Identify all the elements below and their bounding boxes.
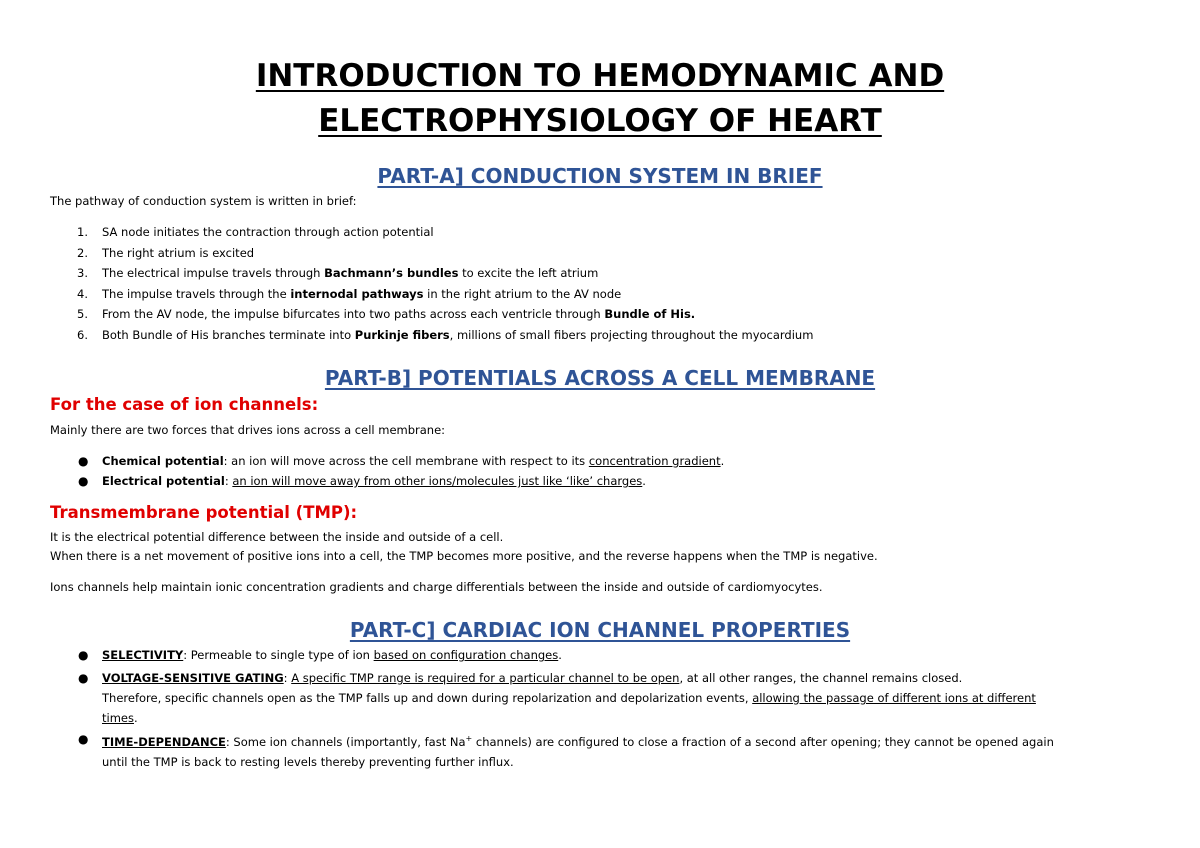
term-text-end: . xyxy=(642,474,646,488)
underlined-text: allowing the passage of different ions at different xyxy=(752,691,1036,705)
list-item xyxy=(50,328,813,349)
ion-channels-note: Ions channels help maintain ionic concentration gradients and charge differentials between the inside and outside of cardiomyocytes. xyxy=(50,580,823,594)
list-text: The impulse travels through the xyxy=(102,286,291,301)
part-a-heading: PART-A] CONDUCTION SYSTEM IN BRIEF xyxy=(377,164,823,188)
bullet-icon: ● xyxy=(78,671,89,685)
underlined-text: A specific TMP range is required for a particular channel to be open xyxy=(291,671,680,685)
document-title-line-1: INTRODUCTION TO HEMODYNAMIC AND xyxy=(255,58,945,94)
list-item xyxy=(50,287,813,308)
term-text: : xyxy=(283,671,292,685)
forces-list xyxy=(50,454,724,494)
term-text-line-2: until the TMP is back to resting levels thereby preventing further influx. xyxy=(102,754,514,769)
list-text: The electrical impulse travels through xyxy=(102,266,325,281)
term-text: : xyxy=(224,474,233,488)
tmp-definition: It is the electrical potential difference between the inside and outside of a cell. xyxy=(50,530,504,544)
list-text: From the AV node, the impulse bifurcates into two paths across each ventricle through xyxy=(102,307,605,322)
term-label: Chemical potential xyxy=(102,454,224,468)
list-text: Both Bundle of His branches terminate into xyxy=(102,327,355,342)
list-bold-term: Bundle of His. xyxy=(604,307,696,322)
tmp-heading: Transmembrane potential (TMP): xyxy=(50,503,358,522)
underlined-text: concentration gradient xyxy=(588,454,721,468)
list-text-after: to excite the left atrium xyxy=(458,266,599,281)
list-item xyxy=(50,648,1054,668)
bullet-icon: ● xyxy=(78,454,89,468)
list-number: 2. xyxy=(77,245,88,260)
list-item xyxy=(50,668,1054,729)
term-text-line-2: Therefore, specific channels open as the TMP falls up and down during repolarization and depolarization events, xyxy=(102,691,753,705)
list-bold-term: internodal pathways xyxy=(290,286,424,301)
list-number: 5. xyxy=(77,307,88,322)
list-item xyxy=(50,225,813,246)
list-bold-term: Bachmann’s bundles xyxy=(324,266,459,281)
channel-properties-list xyxy=(50,648,1054,770)
list-number: 6. xyxy=(77,327,88,342)
term-text: : an ion will move across the cell membrane with respect to its xyxy=(223,454,589,468)
list-text: SA node initiates the contraction through action potential xyxy=(102,225,434,239)
list-number: 1. xyxy=(77,225,88,239)
part-c-heading: PART-C] CARDIAC ION CHANNEL PROPERTIES xyxy=(349,618,851,642)
list-item xyxy=(50,474,724,494)
superscript-plus: + xyxy=(465,734,473,743)
term-label: TIME-DEPENDANCE xyxy=(102,734,226,749)
list-item xyxy=(50,307,813,328)
term-text-end: , at all other ranges, the channel remains closed. xyxy=(679,671,963,685)
bullet-icon: ● xyxy=(78,732,89,746)
list-text-after: , millions of small fibers projecting throughout the myocardium xyxy=(449,327,814,342)
underlined-text: times xyxy=(102,711,134,725)
bullet-icon: ● xyxy=(78,474,89,488)
term-label: SELECTIVITY xyxy=(102,648,184,662)
list-number: 4. xyxy=(77,286,88,301)
term-label: VOLTAGE-SENSITIVE GATING xyxy=(102,671,284,685)
list-text: The right atrium is excited xyxy=(102,245,255,260)
term-text-end: . xyxy=(720,454,725,468)
ion-channels-heading: For the case of ion channels: xyxy=(50,395,319,414)
list-item xyxy=(50,266,813,287)
conduction-pathway-list xyxy=(50,225,813,349)
bullet-icon: ● xyxy=(78,648,89,662)
list-item xyxy=(50,729,1054,770)
underlined-text: an ion will move away from other ions/molecules just like ‘like’ charges xyxy=(232,474,643,488)
term-text-end: . xyxy=(133,711,138,725)
list-item xyxy=(50,454,724,474)
term-text-end: . xyxy=(558,648,562,662)
term-text: : Some ion channels (importantly, fast Na xyxy=(225,734,466,749)
term-label: Electrical potential xyxy=(102,474,225,488)
list-number: 3. xyxy=(77,266,88,281)
part-a-intro: The pathway of conduction system is written in brief: xyxy=(50,194,357,208)
underlined-text: based on configuration changes xyxy=(373,648,559,662)
list-text-after: in the right atrium to the AV node xyxy=(423,286,622,301)
document-title-line-2: ELECTROPHYSIOLOGY OF HEART xyxy=(318,103,882,139)
tmp-movement: When there is a net movement of positive ions into a cell, the TMP becomes more positive, and the reverse happens when the TMP is negative. xyxy=(50,549,878,563)
term-text: : Permeable to single type of ion xyxy=(183,648,374,662)
term-text-end: channels) are configured to close a fraction of a second after opening; they cannot be opened again xyxy=(472,734,1054,749)
list-bold-term: Purkinje fibers xyxy=(354,327,450,342)
part-b-heading: PART-B] POTENTIALS ACROSS A CELL MEMBRANE xyxy=(324,366,876,390)
list-item xyxy=(50,246,813,267)
ion-channels-intro: Mainly there are two forces that drives ions across a cell membrane: xyxy=(50,423,446,437)
